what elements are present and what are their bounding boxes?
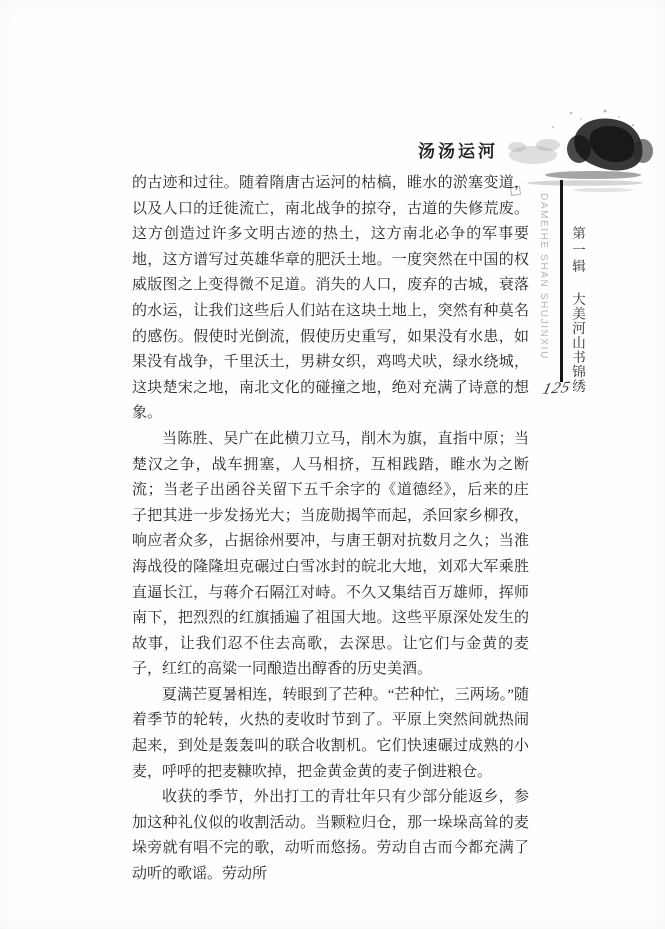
- paragraph: 夏满芒夏暑相连，转眼到了芒种。“芒种忙，三两场。”随着季节的轮转，火热的麦收时节到了。平原上突然间就热闹起来，到处是轰轰叫的联合收割机。它们快速碾过成熟的小麦，呼呼的把麦糠吹掉，把金黄金黄的麦子倒进粮仓。: [132, 686, 529, 780]
- body-text: [132, 171, 529, 888]
- page-number: 125: [540, 379, 573, 398]
- running-title: 汤汤运河: [418, 142, 498, 161]
- volume-label: 第一辑: [570, 226, 585, 276]
- series-pinyin-vertical: DAMEIHE SHAN SHUJINXIU: [538, 193, 549, 360]
- paragraph: 收获的季节，外出打工的青壮年只有少部分能返乡，参加这种礼仪似的收割活动。当颗粒归仓，那一垛垛高耸的麦垛旁就有唱不完的歌，动听而悠扬。劳动自古而今都充满了动听的歌谣。劳动所: [132, 789, 529, 883]
- sidebar-rule: [560, 180, 563, 382]
- series-title: 大美河山书锦绣: [570, 291, 585, 393]
- paragraph: 当陈胜、吴广在此横刀立马，削木为旗，直指中原；当楚汉之争，战车拥塞，人马相挤，互相践踏，睢水为之断流；当老子出函谷关留下五千余字的《道德经》，后来的庄子把其进一步发扬光大；当庞勋揭竿而起，杀回家乡柳孜，响应者众多，占据徐州要冲，与唐王朝对抗数月之久；当淮海战役的隆隆坦克碾过白雪冰封的皖北大地，刘邓大军乘胜直逼长江，与蒋介石隔江对峙。不久又集结百万雄师，挥师南下，把烈烈的红旗插遍了祖国大地。这些平原深处发生的故事，让我们忍不住去高歌，去深思。让它们与金黄的麦子，红红的高粱一同酿造出醇香的历史美酒。: [132, 430, 529, 678]
- series-title-vertical: [567, 226, 587, 393]
- paragraph: 的古迹和过往。随着隋唐古运河的枯槁，睢水的淤塞变道，以及人口的迁徙流亡，南北战争的掠夺，古道的失修荒废。这方创造过许多文明古迹的热土，这方南北必争的军事要地，这方谱写过英雄华章的肥沃土地。一度突然在中国的权威版图之上变得微不足道。消失的人口，废弃的古城，衰落的水运，让我们这些后人们站在这块土地上，突然有种莫名的感伤。假使时光倒流，假使历史重写，如果没有水患，如果没有战争，千里沃土，男耕女织，鸡鸣犬吠，绿水绕城，这块楚宋之地，南北文化的碰撞之地，绝对充满了诗意的想象。: [132, 175, 529, 422]
